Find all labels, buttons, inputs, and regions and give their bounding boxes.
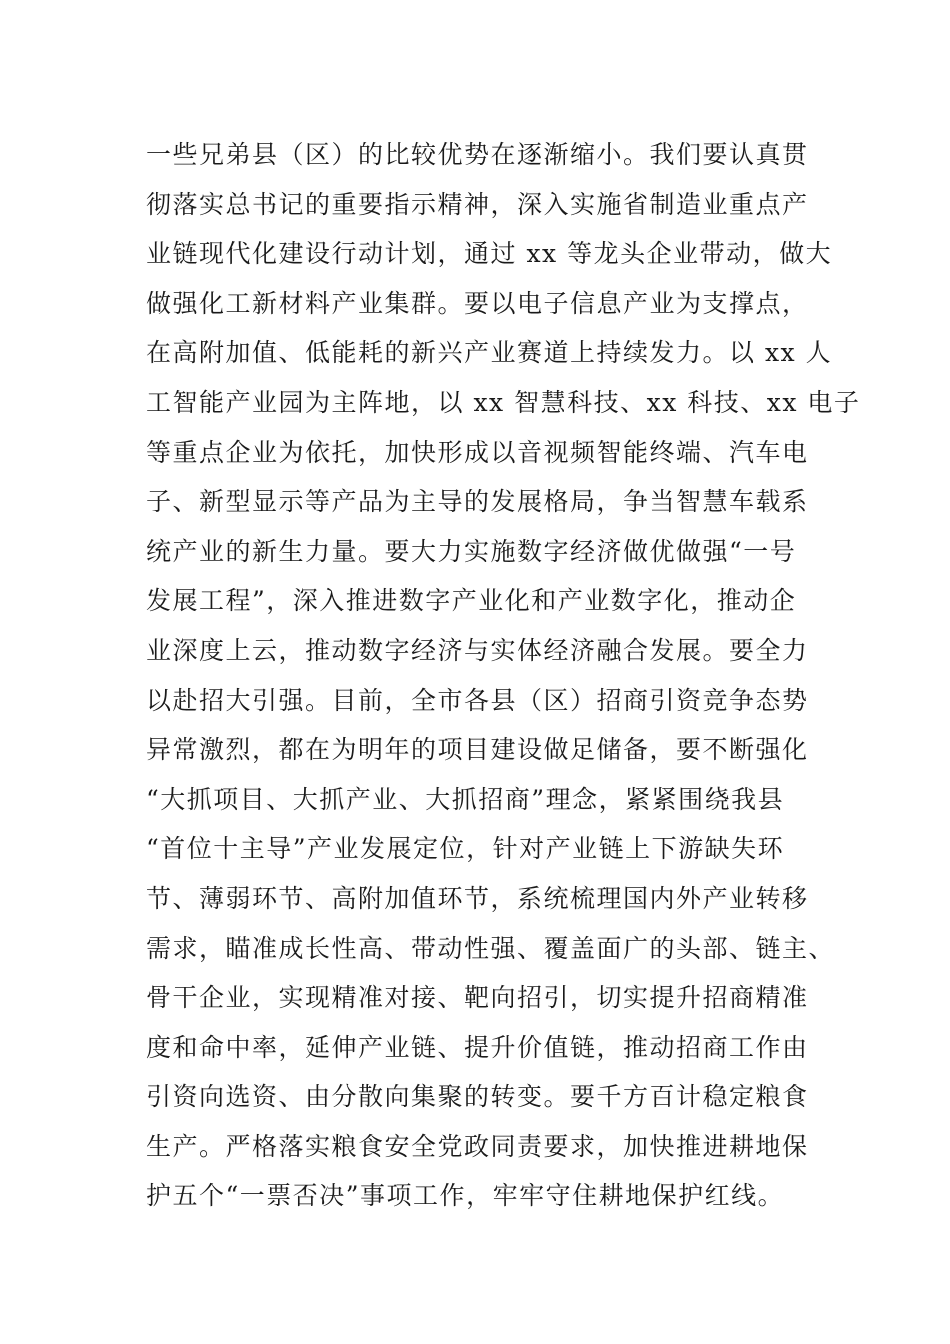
text-line: 发展工程”，深入推进数字产业化和产业数字化，推动企 <box>146 586 797 616</box>
text-line: 统产业的新生力量。要大力实施数字经济做优做强“一号 <box>146 536 797 566</box>
text-line: 等重点企业为依托，加快形成以音视频智能终端、汽车电 <box>146 437 809 467</box>
text-line: 节、薄弱环节、高附加值环节，系统梳理国内外产业转移 <box>146 883 809 913</box>
text-line: 业深度上云，推动数字经济与实体经济融合发展。要全力 <box>146 635 809 665</box>
text-line: 业链现代化建设行动计划，通过 xx 等龙头企业带动，做大 <box>146 239 833 269</box>
text-line: 生产。严格落实粮食安全党政同责要求，加快推进耕地保 <box>146 1131 809 1161</box>
text-line: 在高附加值、低能耗的新兴产业赛道上持续发力。以 xx 人 <box>146 338 833 368</box>
text-line: 引资向选资、由分散向集聚的转变。要千方百计稳定粮食 <box>146 1082 809 1112</box>
text-line: 工智能产业园为主阵地，以 xx 智慧科技、xx 科技、xx 电子 <box>146 387 861 417</box>
text-line: “首位十主导”产业发展定位，针对产业链上下游缺失环 <box>146 834 785 864</box>
text-line: 护五个“一票否决”事项工作，牢牢守住耕地保护红线。 <box>146 1181 785 1211</box>
text-line: 异常激烈，都在为明年的项目建设做足储备，要不断强化 <box>146 735 809 765</box>
text-line: 子、新型显示等产品为主导的发展格局，争当智慧车载系 <box>146 487 809 517</box>
text-line: 做强化工新材料产业集群。要以电子信息产业为支撑点， <box>146 288 809 318</box>
text-line: 度和命中率，延伸产业链、提升价值链，推动招商工作由 <box>146 1032 809 1062</box>
text-line: 彻落实总书记的重要指示精神，深入实施省制造业重点产 <box>146 189 809 219</box>
text-line: 需求，瞄准成长性高、带动性强、覆盖面广的头部、链主、 <box>146 933 836 963</box>
text-line: 一些兄弟县（区）的比较优势在逐渐缩小。我们要认真贯 <box>146 140 809 169</box>
text-line: “大抓项目、大抓产业、大抓招商”理念，紧紧围绕我县 <box>146 784 785 814</box>
text-line: 骨干企业，实现精准对接、靶向招引，切实提升招商精准 <box>146 983 809 1013</box>
text-line: 以赴招大引强。目前，全市各县（区）招商引资竞争态势 <box>146 685 809 715</box>
body-paragraph <box>146 130 861 1221</box>
